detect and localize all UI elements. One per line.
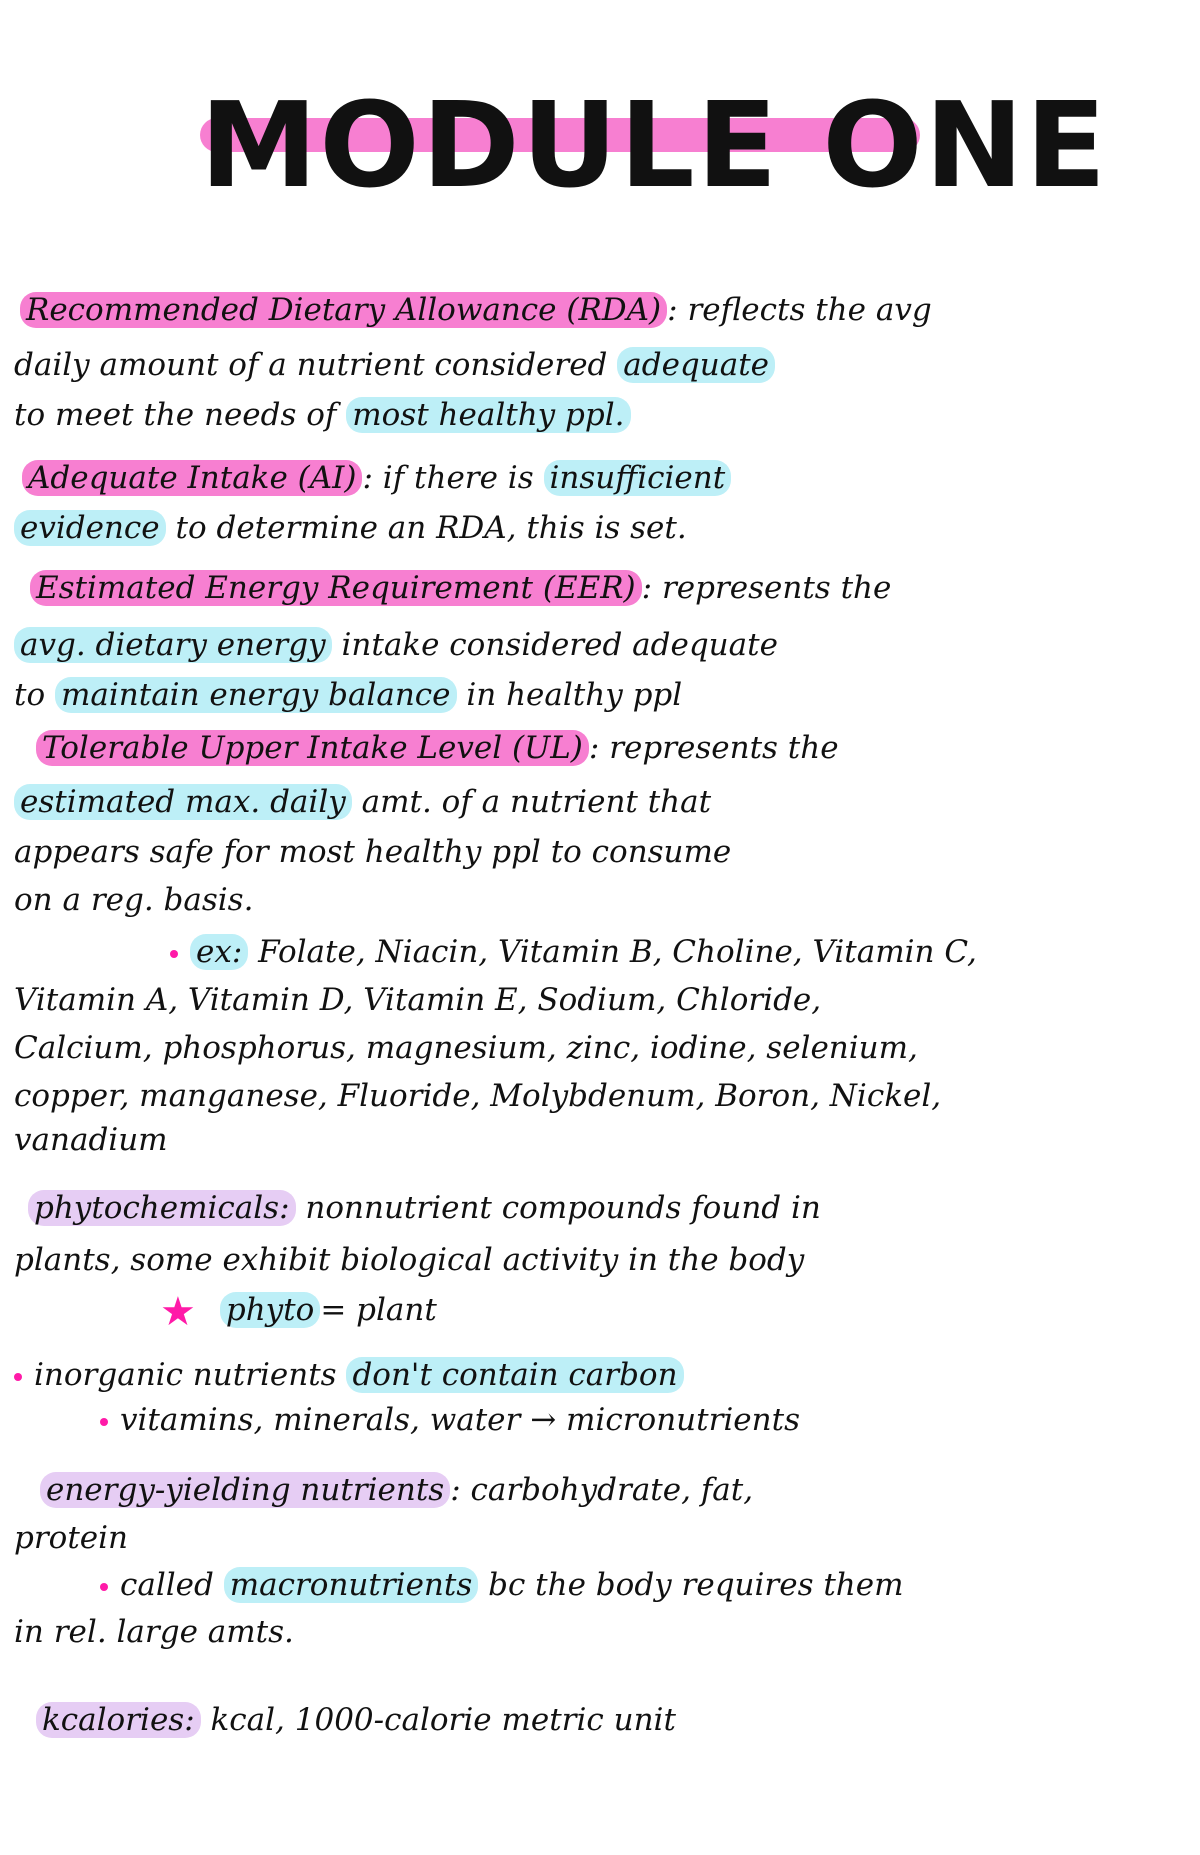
- phyto-line-1: [28, 1188, 821, 1228]
- energy-term: energy-yielding nutrients: [40, 1472, 450, 1508]
- bullet-dot: [100, 1418, 108, 1426]
- phyto-term: phytochemicals:: [28, 1190, 296, 1226]
- eer-def-1: : represents the: [641, 570, 892, 606]
- eer-highlight-maintain: maintain energy balance: [55, 677, 457, 713]
- ul-example-text-1: Folate, Niacin, Vitamin B, Choline, Vitamin C,: [258, 934, 977, 970]
- ai-def-1: : if there is: [362, 460, 534, 496]
- rda-term: Recommended Dietary Allowance (RDA): [20, 292, 667, 328]
- eer-def-3b: in healthy ppl: [466, 677, 683, 713]
- ul-example-line-5: vanadium: [14, 1122, 168, 1158]
- inorganic-line-2: [100, 1400, 800, 1440]
- phyto-highlight: phyto: [220, 1292, 320, 1328]
- energy-text-3b: bc the body requires them: [488, 1567, 904, 1603]
- rda-line-1: [20, 290, 932, 330]
- ul-line-3: appears safe for most healthy ppl to consume: [14, 834, 732, 870]
- kcal-term: kcalories:: [36, 1702, 201, 1738]
- ul-def-2: amt. of a nutrient that: [361, 784, 712, 820]
- ai-line-1: [22, 458, 731, 498]
- phyto-note: [160, 1288, 437, 1335]
- ul-example-line-4: copper, manganese, Fluoride, Molybdenum, Boron, Nickel,: [14, 1078, 942, 1114]
- eer-highlight-avg-dietary: avg. dietary energy: [14, 627, 332, 663]
- energy-line-3: [100, 1565, 904, 1605]
- energy-line-2: protein: [14, 1520, 129, 1556]
- ai-def-2: to determine an RDA, this is set.: [175, 510, 687, 546]
- rda-def-2: daily amount of a nutrient considered: [14, 347, 608, 383]
- ul-line-4: on a reg. basis.: [14, 882, 254, 918]
- rda-line-3: [14, 395, 631, 435]
- bullet-dot: [100, 1583, 108, 1591]
- ul-example-line-1: [170, 932, 977, 972]
- ul-example-line-2: Vitamin A, Vitamin D, Vitamin E, Sodium, Chloride,: [14, 982, 822, 1018]
- ul-example-line-3: Calcium, phosphorus, magnesium, zinc, iodine, selenium,: [14, 1030, 918, 1066]
- ai-line-2: [14, 508, 687, 548]
- ul-highlight-estimated: estimated max. daily: [14, 784, 352, 820]
- energy-text-3a: called: [120, 1567, 214, 1603]
- bullet-dot: [14, 1373, 22, 1381]
- ul-example-label: ex:: [190, 934, 248, 970]
- energy-def-1: : carbohydrate, fat,: [450, 1472, 754, 1508]
- title-block: [200, 70, 1109, 220]
- kcal-def: kcal, 1000-calorie metric unit: [210, 1702, 676, 1738]
- kcal-line: [36, 1700, 676, 1740]
- energy-line-1: [40, 1470, 753, 1510]
- rda-def-1: : reflects the avg: [667, 292, 932, 328]
- inorganic-text-2: vitamins, minerals, water → micronutrients: [120, 1402, 800, 1438]
- ai-term: Adequate Intake (AI): [22, 460, 362, 496]
- inorganic-line-1: [14, 1355, 684, 1395]
- rda-highlight-adequate: adequate: [617, 347, 775, 383]
- ai-highlight-insufficient: insufficient: [544, 460, 732, 496]
- energy-line-4: in rel. large amts.: [14, 1614, 294, 1650]
- ul-line-2: [14, 782, 711, 822]
- ai-highlight-evidence: evidence: [14, 510, 166, 546]
- eer-def-3a: to: [14, 677, 46, 713]
- eer-term: Estimated Energy Requirement (EER): [30, 570, 642, 606]
- inorganic-text-1: inorganic nutrients: [34, 1357, 337, 1393]
- eer-line-3: [14, 675, 682, 715]
- inorganic-highlight: don't contain carbon: [346, 1357, 683, 1393]
- rda-highlight-most-healthy: most healthy ppl.: [346, 397, 630, 433]
- energy-highlight-macronutrients: macronutrients: [224, 1567, 479, 1603]
- star-icon: ★: [160, 1288, 196, 1335]
- eer-def-2: intake considered adequate: [341, 627, 778, 663]
- phyto-line-2: plants, some exhibit biological activity in the body: [14, 1242, 805, 1278]
- rda-def-3: to meet the needs of: [14, 397, 337, 433]
- page-title: MODULE ONE: [200, 76, 1109, 214]
- ul-term: Tolerable Upper Intake Level (UL): [36, 730, 589, 766]
- phyto-note-text: = plant: [320, 1292, 437, 1328]
- rda-line-2: [14, 345, 775, 385]
- eer-line-2: [14, 625, 778, 665]
- ul-def-1: : represents the: [588, 730, 839, 766]
- eer-line-1: [30, 568, 891, 608]
- bullet-dot: [170, 950, 178, 958]
- ul-line-1: [36, 728, 839, 768]
- phyto-def-1: nonnutrient compounds found in: [305, 1190, 821, 1226]
